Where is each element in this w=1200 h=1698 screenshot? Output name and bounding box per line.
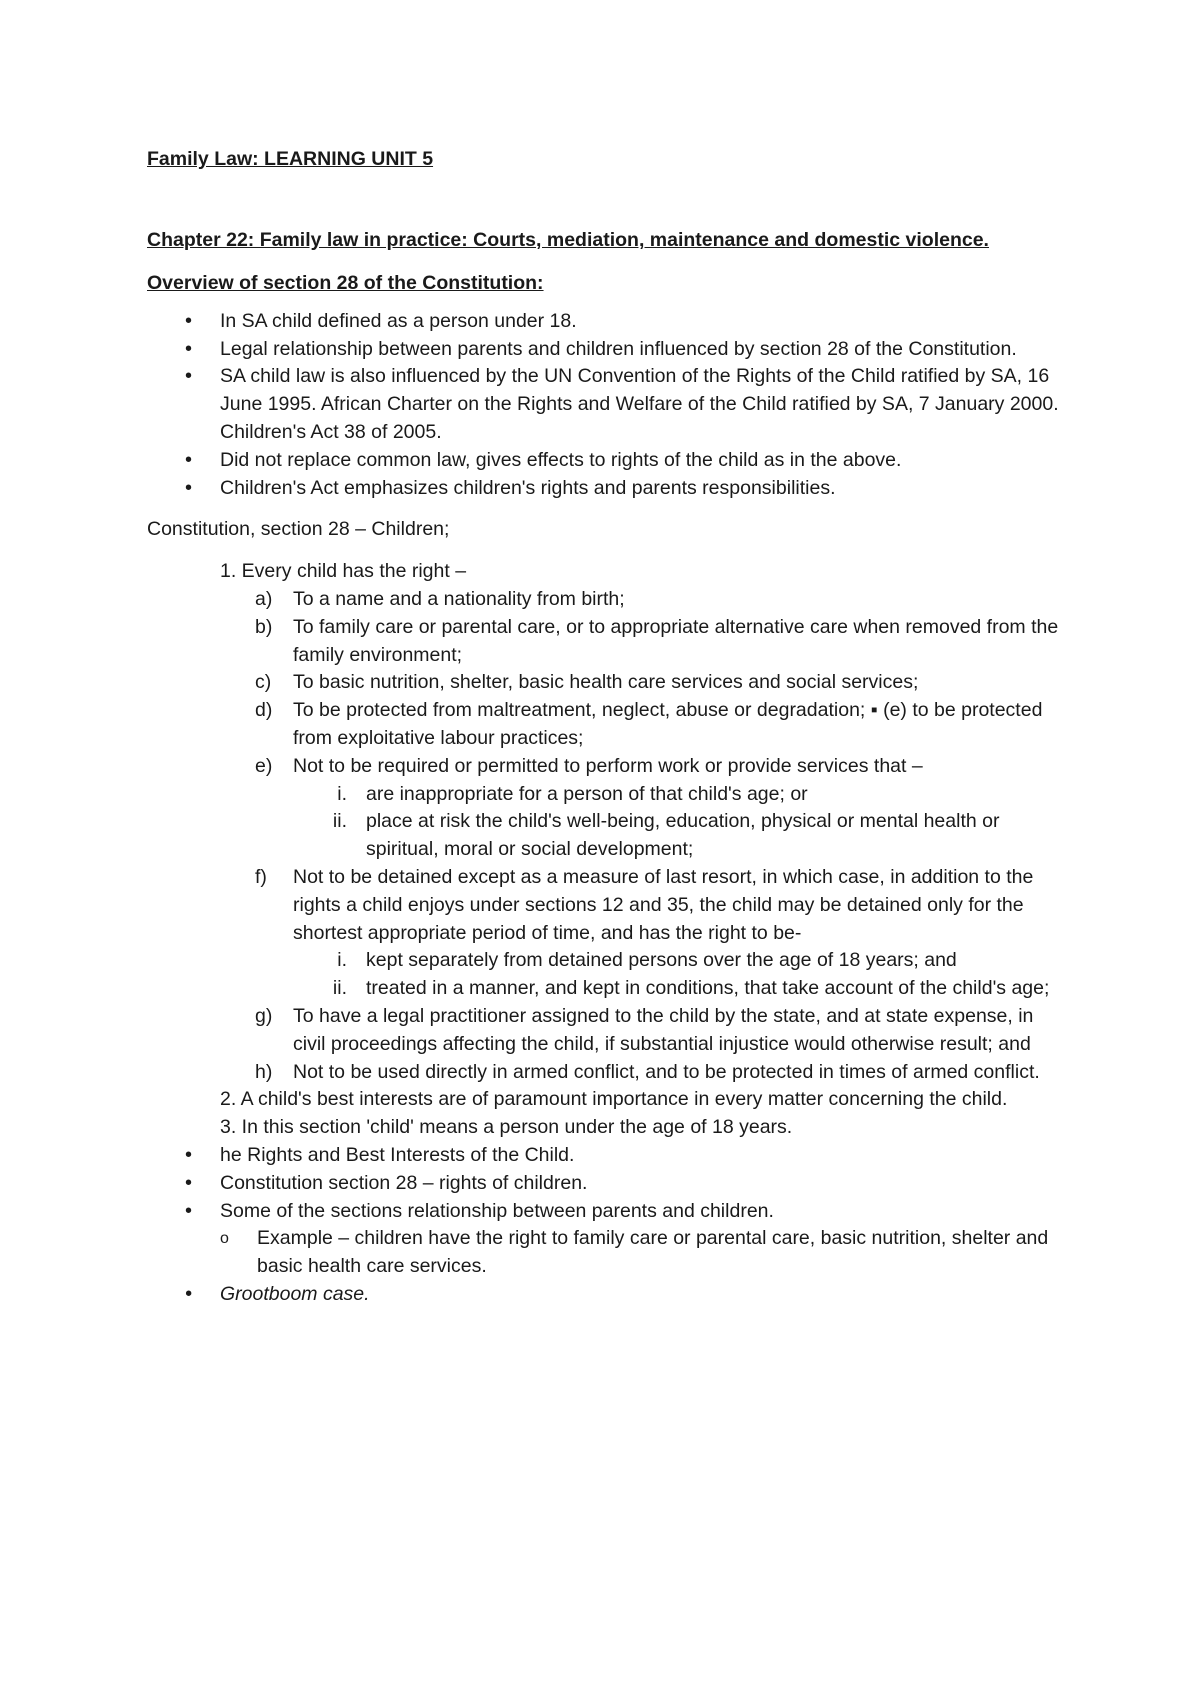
list-item: • Grootboom case. xyxy=(147,1281,1067,1309)
list-item: • Children's Act emphasizes children's rights and parents responsibilities. xyxy=(147,475,1067,503)
item-marker: ii. xyxy=(332,977,347,1000)
sub-item xyxy=(293,781,1067,809)
right-item-e xyxy=(220,753,1067,864)
list-item: • Did not replace common law, gives effects to rights of the child as in the above. xyxy=(147,447,1067,475)
item-text: Not to be required or permitted to perform work or provide services that – xyxy=(293,754,923,777)
item-text: place at risk the child's well-being, education, physical or mental health or spiritual, moral or social development; xyxy=(366,810,1000,861)
right-item-f xyxy=(220,864,1067,1003)
item-marker: ii. xyxy=(332,810,347,833)
item-marker: g) xyxy=(255,1004,273,1027)
rights-list xyxy=(220,586,1067,1086)
item-text: Some of the sections relationship between parents and children. xyxy=(220,1199,774,1222)
right-item-h xyxy=(220,1059,1067,1087)
item-marker: a) xyxy=(255,587,273,610)
example-sublist xyxy=(220,1225,1067,1281)
list-item xyxy=(147,1198,1067,1281)
closing-bullet-list xyxy=(147,1142,1067,1309)
item-marker: d) xyxy=(255,699,273,722)
item-text: are inappropriate for a person of that child's age; or xyxy=(366,782,808,805)
item-marker: e) xyxy=(255,754,273,777)
chapter-heading: Chapter 22: Family law in practice: Courts, mediation, maintenance and domestic violence. xyxy=(147,229,989,251)
section-1-lead: 1. Every child has the right – xyxy=(220,560,467,583)
item-text: treated in a manner, and kept in conditions, that take account of the child's age; xyxy=(366,977,1050,1000)
right-item-c xyxy=(220,669,1067,697)
item-text: To be protected from maltreatment, neglect, abuse or degradation; ▪ (e) to be protected from exploitative labour practices; xyxy=(293,699,1043,749)
section-3: 3. In this section 'child' means a person under the age of 18 years. xyxy=(220,1116,793,1139)
item-marker: i. xyxy=(337,949,347,972)
item-text: To basic nutrition, shelter, basic health care services and social services; xyxy=(293,671,919,694)
sub-item xyxy=(293,975,1067,1003)
constitution-intro: Constitution, section 28 – Children; xyxy=(147,518,450,541)
list-item: • SA child law is also influenced by the UN Convention of the Rights of the Child ratified by SA, 16 June 1995. African Charter on the Rights and Welfare of the Child ratified by SA, 7 January 2000. Children's Act 38 of 2005. xyxy=(147,363,1067,446)
list-item: • Legal relationship between parents and children influenced by section 28 of the Constitution. xyxy=(147,336,1067,364)
right-item-b xyxy=(220,614,1067,670)
item-text: Example – children have the right to family care or parental care, basic nutrition, shelter and basic health care services. xyxy=(257,1227,1049,1278)
item-text: Not to be used directly in armed conflict, and to be protected in times of armed conflict. xyxy=(293,1060,1040,1083)
sub-item xyxy=(293,947,1067,975)
right-item-g xyxy=(220,1003,1067,1059)
item-marker: f) xyxy=(255,865,267,888)
right-e-sublist xyxy=(293,781,1067,864)
item-marker: c) xyxy=(255,671,272,694)
overview-heading: Overview of section 28 of the Constitution: xyxy=(147,272,544,294)
sub-item xyxy=(293,808,1067,864)
list-item: • In SA child defined as a person under 18. xyxy=(147,308,1067,336)
item-text: To have a legal practitioner assigned to the child by the state, and at state expense, in civil proceedings affecting the child, if substantial injustice would otherwise result; and xyxy=(293,1004,1034,1055)
right-item-a xyxy=(220,586,1067,614)
item-text: To a name and a nationality from birth; xyxy=(293,587,625,610)
sub-item xyxy=(220,1225,1067,1281)
item-marker: h) xyxy=(255,1060,273,1083)
overview-bullet-list xyxy=(147,308,1067,503)
section-2: 2. A child's best interests are of paramount importance in every matter concerning the child. xyxy=(220,1088,1008,1111)
item-marker: b) xyxy=(255,615,273,638)
item-text: kept separately from detained persons over the age of 18 years; and xyxy=(366,949,957,972)
item-marker: i. xyxy=(337,782,347,805)
list-item: • he Rights and Best Interests of the Child. xyxy=(147,1142,1067,1170)
circle-bullet-icon: o xyxy=(220,1230,229,1248)
document-body xyxy=(147,145,1067,1309)
item-text: Not to be detained except as a measure of last resort, in which case, in addition to the rights a child enjoys under sections 12 and 35, the child may be detained only for the shortest appropriate period of time, and has the right to be- xyxy=(293,865,1034,944)
item-text: To family care or parental care, or to appropriate alternative care when removed from the family environment; xyxy=(293,615,1059,666)
section-28-list xyxy=(147,558,1067,1142)
document-title: Family Law: LEARNING UNIT 5 xyxy=(147,148,434,170)
list-item: • Constitution section 28 – rights of children. xyxy=(147,1170,1067,1198)
right-f-sublist xyxy=(293,947,1067,1003)
right-item-d xyxy=(220,697,1067,753)
